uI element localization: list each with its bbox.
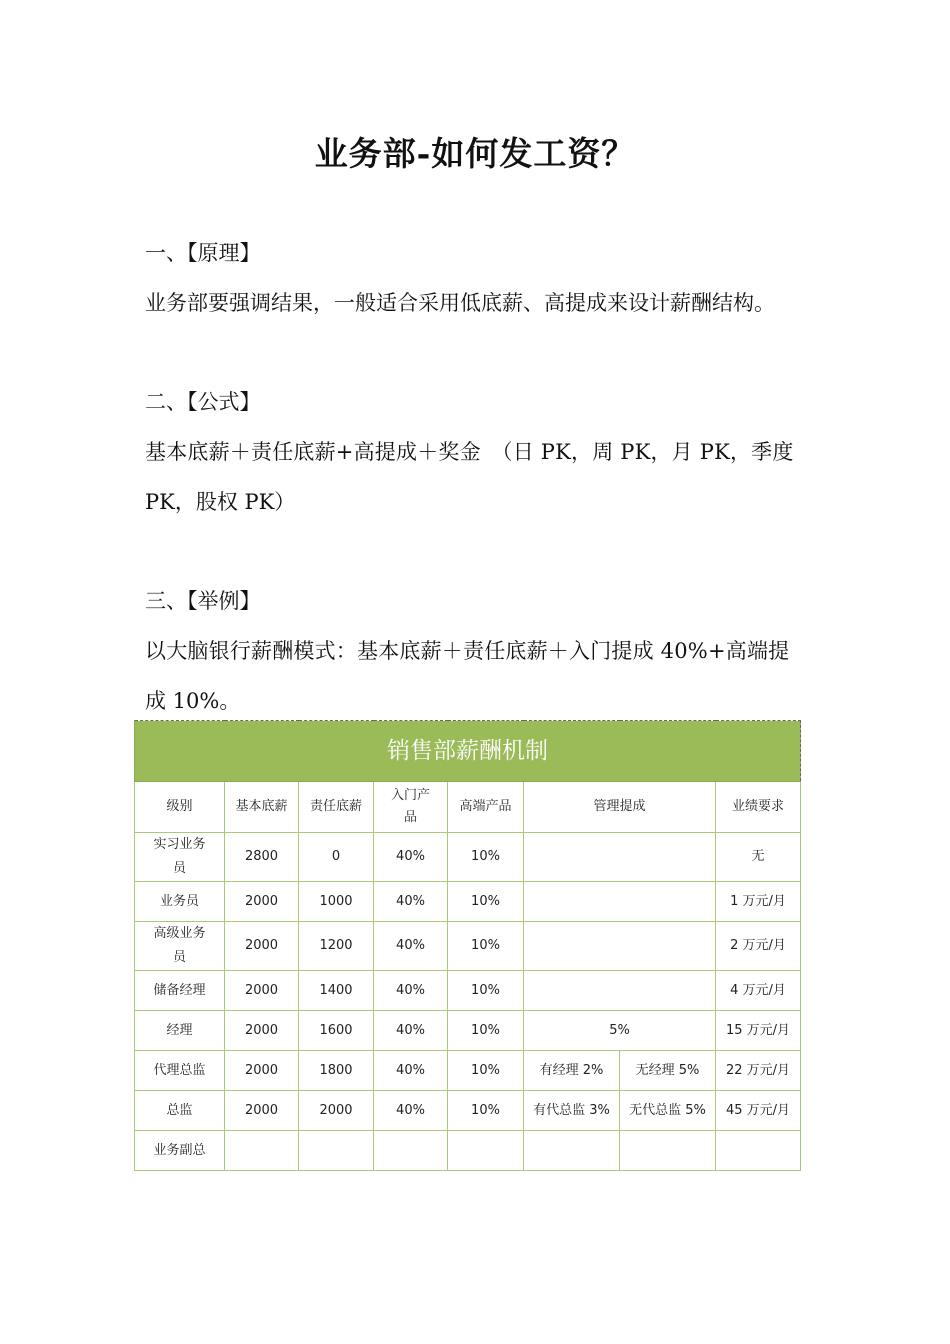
cell-mgmt-without: 无代总监 5% [620, 1091, 716, 1131]
cell-req: 22 万元/月 [716, 1051, 801, 1091]
cell-mgmt [524, 971, 716, 1011]
header-management-commission: 管理提成 [524, 782, 716, 833]
cell-resp: 1800 [299, 1051, 374, 1091]
cell-base: 2000 [225, 1091, 299, 1131]
table-row [135, 1131, 801, 1171]
table-row [135, 922, 801, 971]
table-title: 销售部薪酬机制 [135, 721, 801, 782]
cell-entry: 40% [374, 922, 448, 971]
cell-entry: 40% [374, 833, 448, 882]
table-row [135, 1011, 801, 1051]
formula-text-line-2: PK，股权 PK） [145, 490, 296, 514]
header-entry-product: 入门产品 [374, 782, 448, 833]
cell-resp: 2000 [299, 1091, 374, 1131]
header-responsibility-salary: 责任底薪 [299, 782, 374, 833]
cell-level: 业务员 [135, 882, 225, 922]
cell-high: 10% [448, 971, 524, 1011]
cell-req: 4 万元/月 [716, 971, 801, 1011]
example-text-line-2: 成 10%。 [145, 689, 241, 713]
cell-req: 15 万元/月 [716, 1011, 801, 1051]
cell-mgmt [524, 882, 716, 922]
cell-entry: 40% [374, 882, 448, 922]
cell-entry: 40% [374, 1091, 448, 1131]
salary-table [134, 720, 801, 1171]
cell-high: 10% [448, 882, 524, 922]
cell-level: 总监 [135, 1091, 225, 1131]
section-heading-example: 三、【举例】 [145, 589, 261, 613]
cell-high: 10% [448, 1051, 524, 1091]
table-row [135, 1091, 801, 1131]
cell-base: 2800 [225, 833, 299, 882]
cell-entry: 40% [374, 971, 448, 1011]
cell-high: 10% [448, 1091, 524, 1131]
cell-base: 2000 [225, 922, 299, 971]
cell-high: 10% [448, 922, 524, 971]
cell-req: 2 万元/月 [716, 922, 801, 971]
cell-level: 高级业务员 [135, 922, 225, 971]
cell-level: 实习业务员 [135, 833, 225, 882]
cell-resp: 1000 [299, 882, 374, 922]
cell-resp [299, 1131, 374, 1171]
cell-high: 10% [448, 833, 524, 882]
cell-base: 2000 [225, 1051, 299, 1091]
cell-base: 2000 [225, 971, 299, 1011]
cell-entry: 40% [374, 1051, 448, 1091]
cell-req: 无 [716, 833, 801, 882]
cell-mgmt-with [524, 1131, 620, 1171]
cell-level: 储备经理 [135, 971, 225, 1011]
principle-text: 业务部要强调结果，一般适合采用低底薪、高提成来设计薪酬结构。 [145, 291, 775, 315]
header-level: 级别 [135, 782, 225, 833]
cell-level: 经理 [135, 1011, 225, 1051]
cell-req: 1 万元/月 [716, 882, 801, 922]
cell-mgmt: 5% [524, 1011, 716, 1051]
table-row [135, 1051, 801, 1091]
cell-entry [374, 1131, 448, 1171]
page-title: 业务部-如何发工资？ [314, 134, 636, 173]
cell-base: 2000 [225, 1011, 299, 1051]
cell-mgmt-without: 无经理 5% [620, 1051, 716, 1091]
table-row [135, 882, 801, 922]
cell-high: 10% [448, 1011, 524, 1051]
cell-high [448, 1131, 524, 1171]
cell-resp: 1600 [299, 1011, 374, 1051]
example-text-line-1: 以大脑银行薪酬模式：基本底薪＋责任底薪＋入门提成 40%+高端提 [145, 639, 790, 663]
cell-req: 45 万元/月 [716, 1091, 801, 1131]
cell-mgmt-with: 有经理 2% [524, 1051, 620, 1091]
section-heading-principle: 一、【原理】 [145, 241, 261, 265]
section-heading-formula: 二、【公式】 [145, 390, 261, 414]
cell-mgmt-without [620, 1131, 716, 1171]
cell-base [225, 1131, 299, 1171]
cell-entry: 40% [374, 1011, 448, 1051]
cell-level: 业务副总 [135, 1131, 225, 1171]
cell-resp: 0 [299, 833, 374, 882]
cell-mgmt [524, 922, 716, 971]
header-base-salary: 基本底薪 [225, 782, 299, 833]
cell-level: 代理总监 [135, 1051, 225, 1091]
header-performance-requirement: 业绩要求 [716, 782, 801, 833]
formula-text-line-1: 基本底薪＋责任底薪+高提成＋奖金 （日 PK，周 PK，月 PK，季度 [145, 440, 794, 464]
cell-mgmt-with: 有代总监 3% [524, 1091, 620, 1131]
cell-mgmt [524, 833, 716, 882]
cell-resp: 1200 [299, 922, 374, 971]
table-row [135, 833, 801, 882]
table-row [135, 971, 801, 1011]
cell-req [716, 1131, 801, 1171]
cell-resp: 1400 [299, 971, 374, 1011]
cell-base: 2000 [225, 882, 299, 922]
header-high-end-product: 高端产品 [448, 782, 524, 833]
